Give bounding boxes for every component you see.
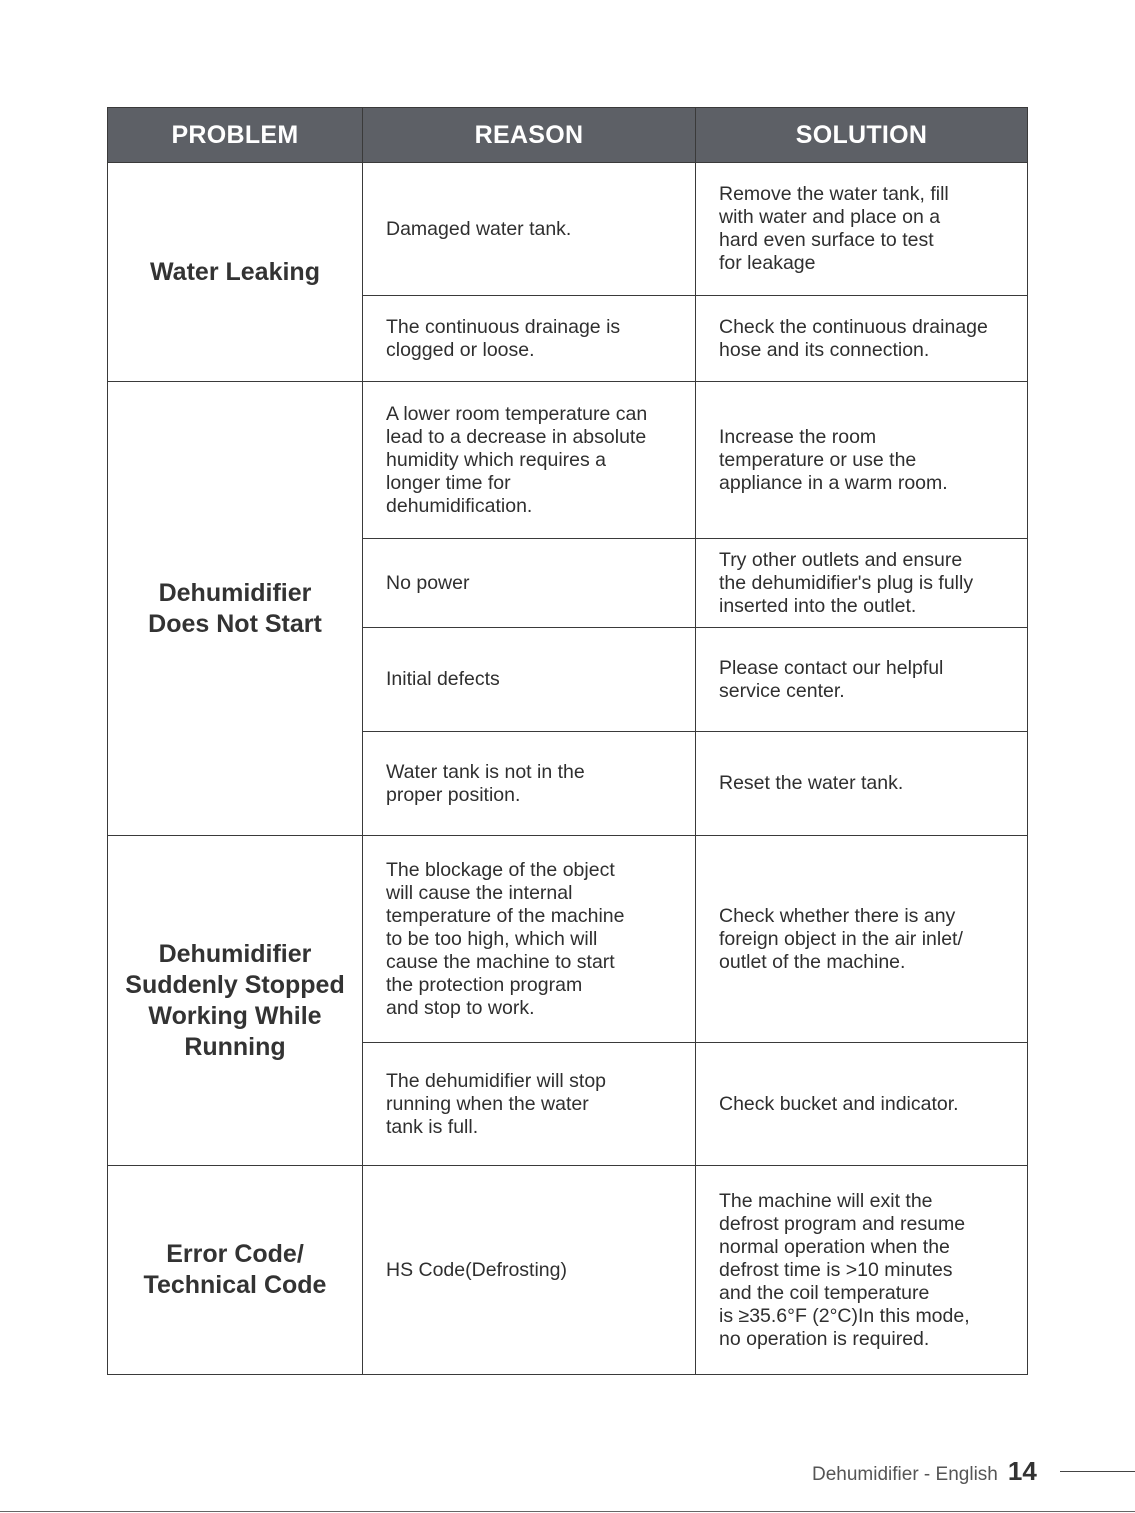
table-row [108,1166,1028,1375]
reason-cell: Damaged water tank. [363,163,696,296]
solution-cell: The machine will exit the defrost program and resume normal operation when the defrost time is >10 minutes and the coil temperature is ≥35.6°F (2°C)In this mode, no operation is required. [696,1166,1028,1375]
solution-cell: Check bucket and indicator. [696,1043,1028,1166]
solution-cell: Please contact our helpful service center. [696,628,1028,732]
page-number: 14 [1007,1456,1037,1486]
solution-cell: Check whether there is any foreign object in the air inlet/ outlet of the machine. [696,836,1028,1043]
table-row [108,163,1028,296]
table-header-row [108,108,1028,163]
solution-cell: Reset the water tank. [696,732,1028,836]
solution-cell: Increase the room temperature or use the appliance in a warm room. [696,382,1028,539]
footer-text: Dehumidifier - English [812,1464,998,1485]
bottom-divider [0,1511,1135,1512]
problem-cell: Dehumidifier Does Not Start [108,382,363,836]
header-solution: SOLUTION [696,108,1028,163]
page-footer [812,1456,1037,1487]
reason-cell: A lower room temperature can lead to a decrease in absolute humidity which requires a longer time for dehumidification. [363,382,696,539]
table-row [108,382,1028,539]
problem-cell: Error Code/ Technical Code [108,1166,363,1375]
reason-cell: Water tank is not in the proper position. [363,732,696,836]
footer-divider [1060,1471,1135,1472]
reason-cell: The dehumidifier will stop running when the water tank is full. [363,1043,696,1166]
reason-cell: No power [363,539,696,628]
reason-cell: Initial defects [363,628,696,732]
problem-cell: Water Leaking [108,163,363,382]
header-problem: PROBLEM [108,108,363,163]
reason-cell: The blockage of the object will cause the internal temperature of the machine to be too high, which will cause the machine to start the protection program and stop to work. [363,836,696,1043]
troubleshooting-table [107,107,1028,1375]
header-reason: REASON [363,108,696,163]
problem-cell: Dehumidifier Suddenly Stopped Working While Running [108,836,363,1166]
reason-cell: The continuous drainage is clogged or loose. [363,296,696,382]
table-row [108,836,1028,1043]
solution-cell: Check the continuous drainage hose and its connection. [696,296,1028,382]
solution-cell: Try other outlets and ensure the dehumidifier's plug is fully inserted into the outlet. [696,539,1028,628]
reason-cell: HS Code(Defrosting) [363,1166,696,1375]
solution-cell: Remove the water tank, fill with water and place on a hard even surface to test for leakage [696,163,1028,296]
